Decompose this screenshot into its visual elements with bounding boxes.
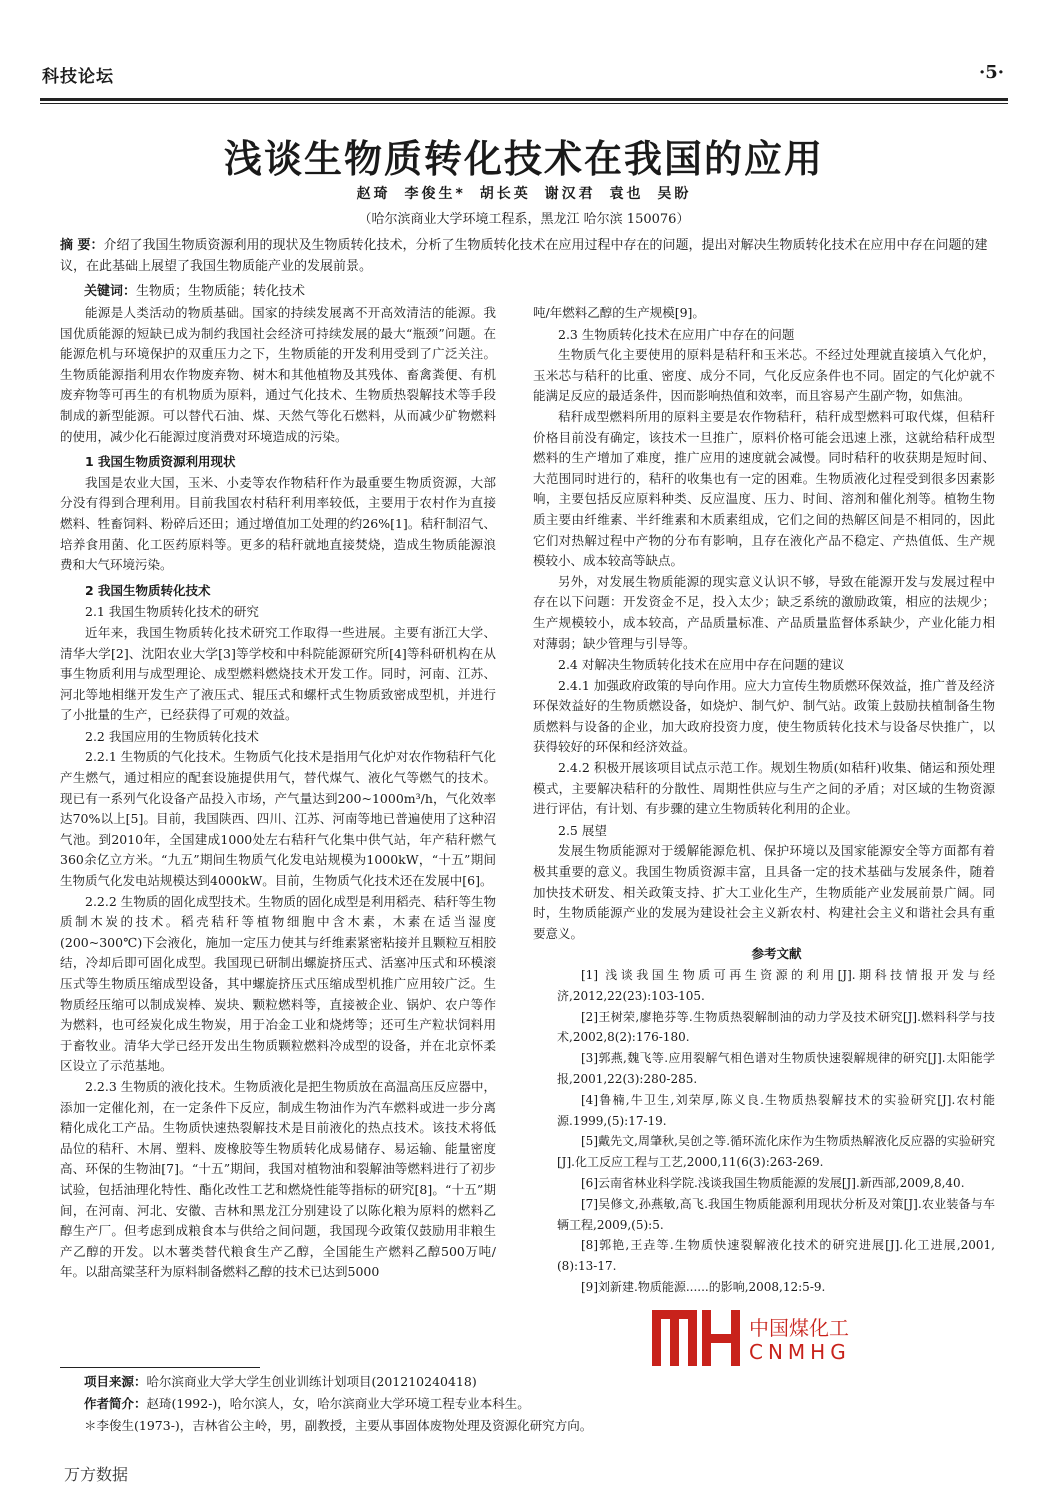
section-heading: 1 我国生物质资源利用现状	[85, 454, 236, 470]
source-tag: 万方数据	[64, 1465, 129, 1484]
body-paragraph: 我国是农业大国，玉米、小麦等农作物秸秆作为最重要生物质资源，大部分没有得到合理利用。目前我国农村秸秆利用率较低，主要用于农村作为直接燃料、牲畜饲料、粉碎后还田；通过增值加工处理的约26%[1]。秸秆制沼气、培养食用菌、化工医药原料等。更多的秸秆就地直接焚烧，造成生物质能源浪费和大气环境污染。	[60, 474, 496, 573]
body-paragraph: 另外，对发展生物质能源的现实意义认识不够，导致在能源开发与发展过程中存在以下问题：开发资金不足，投入太少；缺乏系统的激励政策，相应的法规少；生产规模较小，成本较高，产品质量标准、产品质量监督体系缺少，产业化能力相对薄弱；缺少管理与引导等。	[533, 573, 995, 651]
body-paragraph: 吨/年燃料乙醇的生产规模[9]。	[533, 305, 705, 320]
right-column	[533, 303, 995, 1298]
abstract-label: 摘 要：	[60, 238, 104, 253]
footnote-corresponding: ＊李俊生(1973-)，吉林省公主岭，男，副教授，主要从事固体废物处理及资源化研究方向。	[84, 1418, 593, 1433]
body-paragraph: 能源是人类活动的物质基础。国家的持续发展离不开高效清洁的能源。我国优质能源的短缺已成为制约我国社会经济可持续发展的最大“瓶颈”问题。在能源危机与环境保护的双重压力之下，生物质能的开发利用受到了广泛关注。生物质能源指利用农作物废弃物、树木和其他植物及其残体、畜禽粪便、有机废弃物等可再生的有机物质为原料，通过气化技术、生物质热裂解技术等手段制成的新型能源。可以替代石油、煤、天然气等化石燃料，从而减少矿物燃料的使用，减少化石能源过度消费对环境造成的污染。	[60, 305, 496, 444]
reference-item: [2]王树荣,廖艳芬等.生物质热裂解制油的动力学及技术研究[J].燃料科学与技术,2002,8(2):176-180.	[557, 1009, 995, 1045]
body-paragraph: 2.4.2 积极开展该项目试点示范工作。规划生物质(如秸秆)收集、储运和预处理模式，主要解决秸秆的分散性、周期性供应与生产之间的矛盾；对区域的生物资源进行评估，有计划、有步骤的建立生物质转化利用的企业。	[533, 760, 995, 817]
running-header-section: 科技论坛	[42, 67, 114, 87]
subsection-heading: 2.1 我国生物质转化技术的研究	[85, 604, 259, 620]
reference-item: [8]郭艳,王垚等.生物质快速裂解液化技术的研究进展[J].化工进展,2001,(8):13-17.	[557, 1238, 995, 1274]
keywords-label: 关键词：	[84, 284, 137, 299]
funding-text: 哈尔滨商业大学大学生创业训练计划项目(201210240418)	[146, 1374, 477, 1389]
reference-item: [7]吴修文,孙燕敏,高飞.我国生物质能源利用现状分析及对策[J].农业装备与车辆工程,2009,(5):5.	[557, 1196, 995, 1232]
footnote-funding	[84, 1372, 477, 1390]
body-paragraph: 2.2.3 生物质的液化技术。生物质液化是把生物质放在高温高压反应器中，添加一定催化剂，在一定条件下反应，制成生物油作为汽车燃料或进一步分离精化成化工产品。生物质快速热裂解技术是目前液化的热点技术。该技术将低品位的秸秆、木屑、塑料、废橡胶等生物质转化成易储存、易运输、能量密度高、环保的生物油[7]。“十五”期间，我国对植物油和裂解油等燃料进行了初步试验，包括油理化特性、酯化改性工艺和燃烧性能等指标的研究[8]。“十五”期间，在河南、河北、安徽、吉林和黑龙江分别建设了以陈化粮为原料的燃料乙醇生产厂。但考虑到成粮食本与供给之间问题，我国现今政策仅鼓励用非粮生产乙醇的开发。以木薯类替代粮食生产乙醇，全国能生产燃料乙醇500万吨/年。以甜高粱茎秆为原料制备燃料乙醇的技术已达到5000	[60, 1078, 496, 1280]
body-paragraph: 2.4.1 加强政府政策的导向作用。应大力宣传生物质燃环保效益，推广普及经济环保效益好的生物质燃设备，如烧炉、制气炉、制气站。政策上鼓励扶植制备生物质燃料与设备的企业，加大政府投资力度，使生物质转化技术与设备尽快推广，以获得较好的环保和经济效益。	[533, 677, 995, 755]
watermark-en: CNMHG	[746, 1340, 854, 1364]
subsection-heading: 2.4 对解决生物质转化技术在应用中存在问题的建议	[558, 657, 845, 673]
watermark-mark-icon	[652, 1310, 740, 1366]
watermark-cn: 中国煤化工	[746, 1312, 852, 1341]
reference-item: [5]戴先文,周肇秋,吴创之等.循环流化床作为生物质热解液化反应器的实验研究[J].化工反应工程与工艺,2000,11(6(3):263-269.	[557, 1134, 995, 1170]
abstract	[60, 235, 990, 277]
reference-item: [4]鲁楠,牛卫生,刘荣厚,陈义良.生物质热裂解技术的实验研究[J].农村能源.1999,(5):17-19.	[557, 1092, 995, 1128]
footnote-author	[84, 1394, 530, 1412]
subsection-heading: 2.5 展望	[558, 822, 607, 838]
affiliation: （哈尔滨商业大学环境工程系，黑龙江 哈尔滨 150076）	[358, 212, 690, 227]
subsection-heading: 2.2 我国应用的生物质转化技术	[85, 728, 259, 744]
section-heading: 2 我国生物质转化技术	[85, 582, 211, 598]
header-rule-thin	[40, 103, 1008, 104]
reference-item: [6]云南省林业科学院.浅谈我国生物质能源的发展[J].新西部,2009,8,40.	[581, 1175, 965, 1190]
body-paragraph: 2.2.2 生物质的固化成型技术。生物质的固化成型是利用稻壳、秸秆等生物质制木炭的技术。稻壳秸秆等植物细胞中含木素，木素在适当湿度(200~300℃)下会液化，施加一定压力使其与纤维素紧密粘接并且颗粒互相胶结，冷却后即可固化成型。我国现已研制出螺旋挤压式、活塞冲压式和环模滚压式等生物质压缩成型设备，其中螺旋挤压式压缩成型机推广应用较广泛。生物质经压缩可以制成炭棒、炭块、颗粒燃料等，直接被企业、锅炉、农户等作为燃料，也可经炭化成生物炭，用于冶金工业和烧烤等；还可生产粒状饲料用于畜牧业。清华大学已经开发出生物质颗粒燃料冷成型的设备，并在北京怀柔区设立了示范基地。	[60, 893, 496, 1074]
reference-item: [9]刘新建.物质能源......的影响,2008,12:5-9.	[581, 1279, 826, 1294]
funding-label: 项目来源：	[84, 1374, 147, 1389]
watermark-logo	[652, 1310, 857, 1366]
abstract-text: 介绍了我国生物质资源利用的现状及生物质转化技术，分析了生物质转化技术在应用过程中存在的问题，提出对解决生物质转化技术在应用中存在问题的建议，在此基础上展望了我国生物质能产业的发展前景。	[60, 238, 988, 274]
references-title: 参考文献	[751, 946, 802, 962]
reference-item: [1] 浅谈我国生物质可再生资源的利用[J].期科技情报开发与经济,2012,22(23):103-105.	[557, 968, 995, 1003]
page-number: ·5·	[978, 62, 1004, 83]
keywords	[84, 280, 305, 299]
body-paragraph: 发展生物质能源对于缓解能源危机、保护环境以及国家能源安全等方面都有着极其重要的意义。我国生物质资源丰富，且具备一定的技术基础与发展条件，随着加快技术研发、相关政策支持、扩大工业化生产，生物质能产业发展前景广阔。同时，生物质能源产业的发展为建设社会主义新农村、构建社会主义和谐社会具有重要意义。	[533, 843, 995, 941]
header-rule	[40, 98, 1008, 101]
body-paragraph: 生物质气化主要使用的原料是秸秆和玉米芯。不经过处理就直接填入气化炉，玉米芯与秸秆的比重、密度、成分不同，气化反应条件也不同。固定的气化炉就不能满足反应的最适条件，因而影响热值和效率，而且容易产生副产物，如焦油。	[533, 347, 995, 404]
author-label: 作者简介：	[84, 1396, 147, 1411]
author-text: 赵琦(1992-)，哈尔滨人，女，哈尔滨商业大学环境工程专业本科生。	[146, 1396, 530, 1411]
subsection-heading: 2.3 生物质转化技术在应用广中存在的问题	[558, 326, 795, 342]
body-paragraph: 秸秆成型燃料所用的原料主要是农作物秸秆，秸秆成型燃料可取代煤，但秸秆价格目前没有确定，该技术一旦推广，原料价格可能会迅速上涨，这就给秸秆成型燃料的生产增加了难度，推广应用的速度就会减慢。同时秸秆的收获期是短时间、大范围同时进行的，秸秆的收集也有一定的困难。生物质液化过程受到很多因素影响，主要包括反应原料种类、反应温度、压力、时间、溶剂和催化剂等。植物生物质主要由纤维素、半纤维素和木质素组成，它们之间的热解区间是不相同的，因此它们对热解过程中产物的分布有影响，且存在液化产品不稳定、产热值低、生产规模较小、成本较高等缺点。	[533, 408, 995, 569]
footnote-rule	[60, 1367, 260, 1368]
left-column	[60, 303, 496, 1283]
authors: 赵琦 李俊生* 胡长英 谢汉君 袁也 吴盼	[356, 186, 692, 202]
reference-item: [3]郭燕,魏飞等.应用裂解气相色谱对生物质快速裂解规律的研究[J].太阳能学报,2001,22(3):280-285.	[557, 1051, 995, 1086]
body-paragraph: 近年来，我国生物质转化技术研究工作取得一些进展。主要有浙江大学、清华大学[2]、沈阳农业大学[3]等学校和中科院能源研究所[4]等科研机构在从事生物质利用与成型理论、成型燃料燃烧技术开发工作。同时，河南、江苏、河北等地相继开发生产了液压式、辊压式和螺杆式生物质致密成型机，并进行了小批量的生产，已经获得了可观的效益。	[60, 624, 496, 723]
body-paragraph: 2.2.1 生物质的气化技术。生物质气化技术是指用气化炉对农作物秸秆气化产生燃气，通过相应的配套设施提供用气，替代煤气、液化气等燃气的技术。现已有一系列气化设备产品投入市场，产气量达到200~1000m³/h，气化效率达70%以上[5]。目前，我国陕西、四川、江苏、河南等地已普遍使用了这种沼气池。到2010年，全国建成1000处左右秸秆气化集中供气站，年产秸秆燃气360余亿立方米。“九五”期间生物质气化发电站规模为1000kW，“十五”期间生物质气化发电站规模达到4000kW。目前，生物质气化技术还在发展中[6]。	[60, 749, 496, 889]
article-title: 浅谈生物质转化技术在我国的应用	[223, 137, 824, 181]
keywords-text: 生物质；生物质能；转化技术	[136, 284, 306, 299]
